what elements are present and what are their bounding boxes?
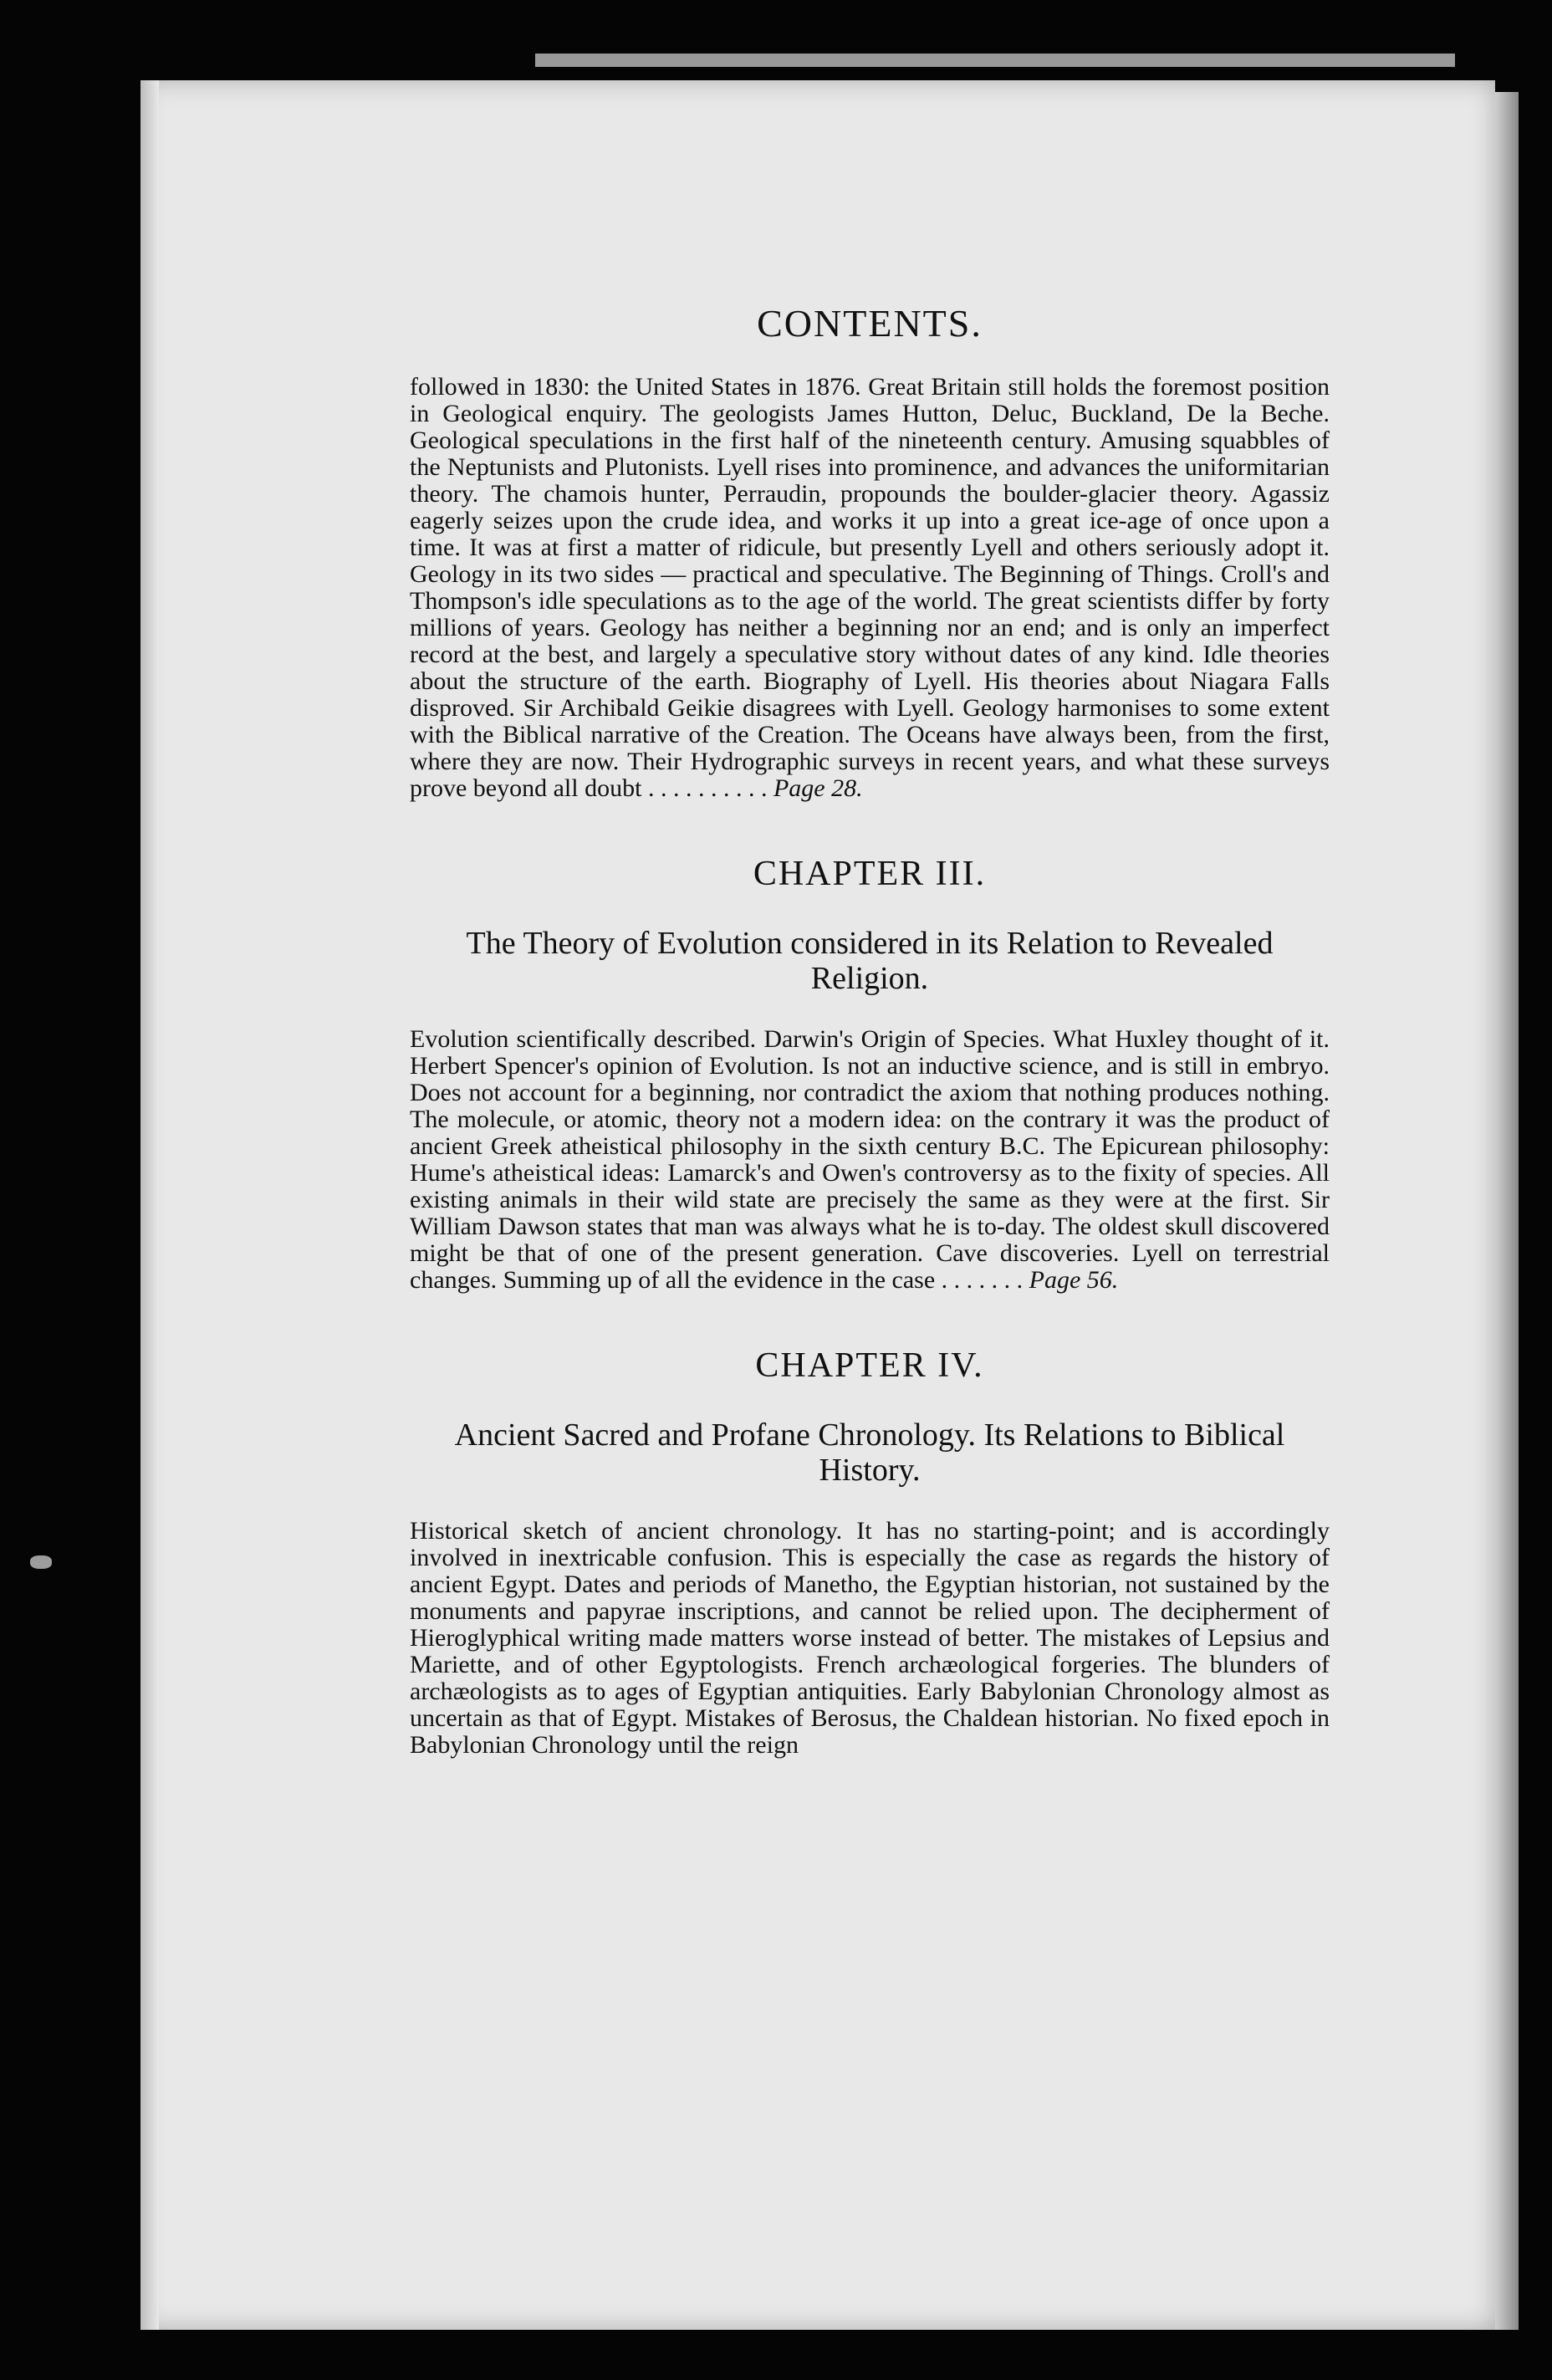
page-edge <box>1495 92 1519 2330</box>
dot-leader: . . . . . . . . . . <box>641 774 773 802</box>
dot-leader: . . . . . . . <box>935 1266 1029 1294</box>
summary-text: followed in 1830: the United States in 1876. Great Britain still holds the foremost position in Geological enquiry. The geologists James Hutton, Deluc, Buckland, De la Beche. Geological speculations in the first half of the nineteenth century. Amusing squabbles of the Neptunists and Plutonists. Lyell rises into prominence, and advances the uniformitarian theory. The chamois hunter, Perraudin, propounds the boulder-glacier theory. Agassiz eagerly seizes upon the crude idea, and works it up into a great ice-age of once upon a time. It was at first a matter of ridicule, but presently Lyell and others seriously adopt it. Geology in its two sides — practical and speculative. The Beginning of Things. Croll's and Thompson's idle speculations as to the age of the world. The great scientists differ by forty millions of years. Geology has neither a beginning nor an end; and is only an imperfect record at the best, and largely a speculative story without dates of any kind. Idle theories about the structure of the earth. Biography of Lyell. His theories about Niagara Falls disproved. Sir Archibald Geikie disagrees with Lyell. Geology harmonises to some extent with the Biblical narrative of the Creation. The Oceans have always been, from the first, where they are now. Their Hydrographic surveys in recent years, and what these surveys prove beyond all doubt <box>410 373 1330 802</box>
chapter-title: Ancient Sacred and Profane Chronology. Its Relations to Biblical History. <box>454 1417 1285 1488</box>
chapter-summary <box>410 1026 1330 1294</box>
summary-text: Historical sketch of ancient chronology. It has no starting-point; and is accordingly involved in inextricable confusion. This is especially the case as regards the history of ancient Egypt. Dates and periods of Manetho, the Egyptian historian, not sustained by the monuments and papyrae inscriptions, and cannot be relied upon. The decipherment of Hieroglyphical writing made matters worse instead of better. The mistakes of Lepsius and Mariette, and of other Egyptologists. French archæological forgeries. The blunders of archæologists as to ages of Egyptian antiquities. Early Babylonian Chronology almost as uncertain as that of Egypt. Mistakes of Berosus, the Chaldean historian. No fixed epoch in Babylonian Chronology until the reign <box>410 1517 1330 1759</box>
page-reference: Page 56. <box>1029 1266 1119 1294</box>
chapter-ii-summary-continued <box>410 374 1330 802</box>
page-title: CONTENTS. <box>757 302 983 345</box>
page-reference: Page 28. <box>773 774 863 802</box>
summary-text: Evolution scientifically described. Darwin's Origin of Species. What Huxley thought of it. Herbert Spencer's opinion of Evolution. Is not an inductive science, and is still in embryo. Does not account for a beginning, nor contradict the axiom that nothing produces nothing. The molecule, or atomic, theory not a modern idea: on the contrary it was the product of ancient Greek atheistical philosophy in the sixth century B.C. The Epicurean philosophy: Hume's atheistical ideas: Lamarck's and Owen's controversy as to the fixity of species. All existing animals in their wild state are precisely the same as they were at the first. Sir William Dawson states that man was always what he is to-day. The oldest skull discovered might be that of one of the present generation. Cave discoveries. Lyell on terrestrial changes. Summing up of all the evidence in the case <box>410 1025 1330 1294</box>
scan-top-strip <box>535 54 1455 67</box>
chapter-heading: CHAPTER III. <box>753 855 987 893</box>
page-content <box>410 301 1330 1759</box>
chapter-heading: CHAPTER IV. <box>755 1346 984 1385</box>
scan-speck <box>30 1555 52 1569</box>
chapter-summary <box>410 1518 1330 1759</box>
chapter-title: The Theory of Evolution considered in its Relation to Revealed Religion. <box>466 926 1274 996</box>
page-gutter-shadow <box>140 80 159 2330</box>
